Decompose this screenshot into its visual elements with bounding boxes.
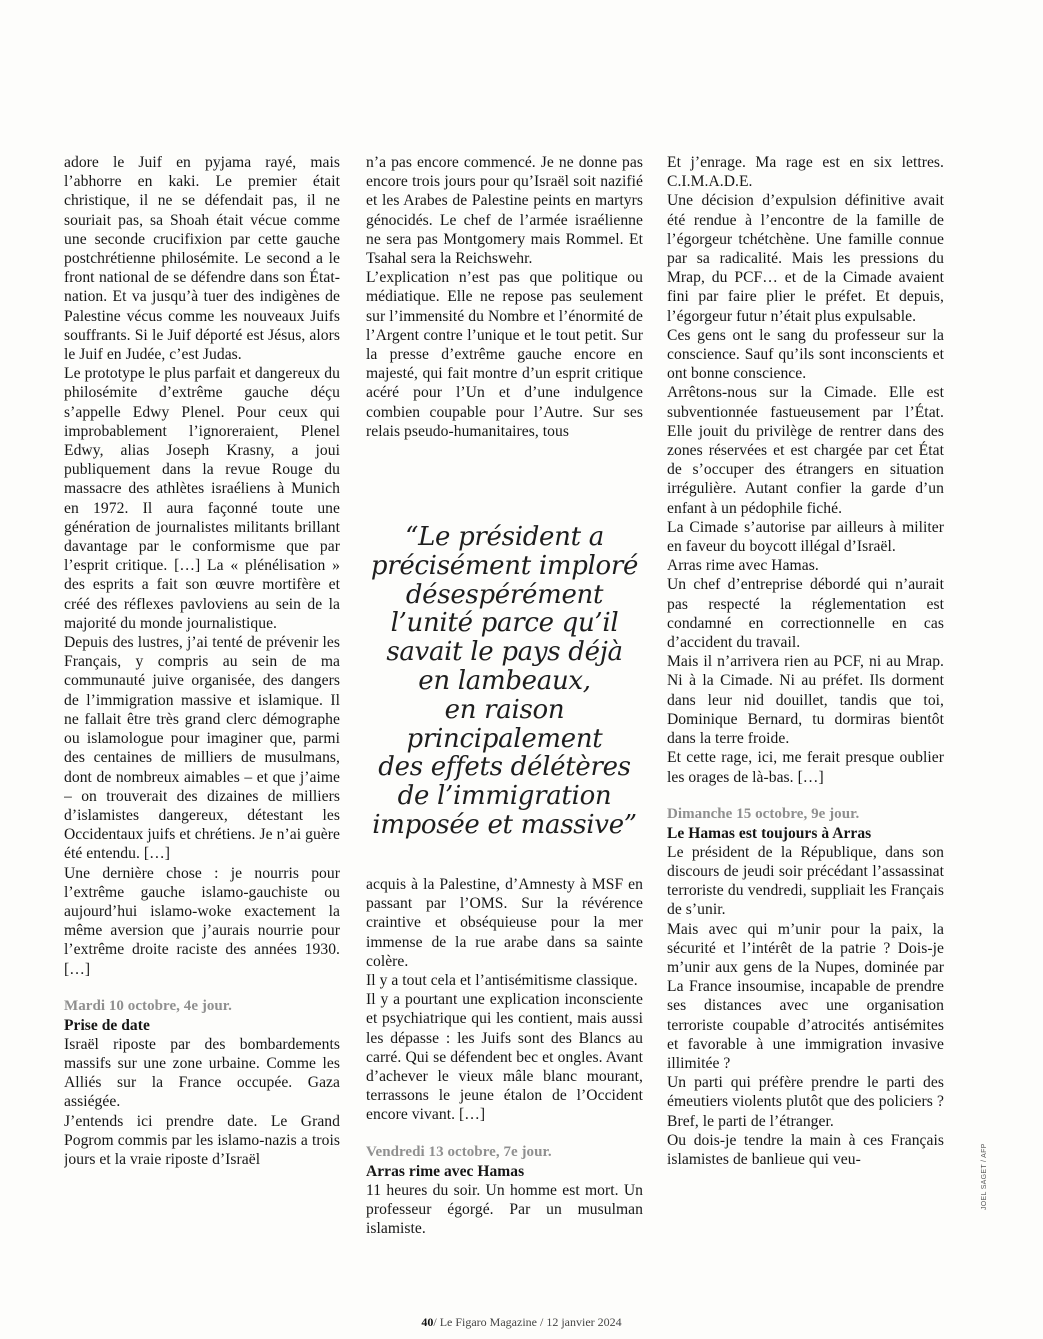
paragraph: Arrêtons-nous sur la Cimade. Elle est subventionnée fastueusement par l’État. Elle jouit du privilège de rentrer dans des zones réservées et est chargée par cet État de s’occuper des étrangers en situation irrégulière. Autant confier la garde d’un enfant à un pédophile fiché. <box>667 384 944 517</box>
section-date: Vendredi 13 octobre, 7e jour. <box>366 1143 552 1160</box>
paragraph: L’explication n’est pas que politique ou médiatique. Elle ne repose pas seulement sur l’immensité du Nombre et l’énormité de l’Argent contre l’unique et le tout petit. Sur la presse d’extrême gauche encore en majesté, qui fait montre d’un esprit critique acéré pour l’Un et d’une indulgence combien coupable pour l’Autre. Sur ses relais pseudo-humanitaires, tous <box>366 269 643 440</box>
paragraph: La Cimade s’autorise par ailleurs à militer en faveur du boycott illégal d’Israël. <box>667 518 944 556</box>
page-footer <box>0 1315 1043 1330</box>
paragraph: Le président de la République, dans son discours de jeudi soir précédant l’assassinat terroriste du vendredi, suppliait les Français de s’unir. <box>667 843 944 919</box>
photo-credit: JOEL SAGET / AFP <box>981 1143 988 1210</box>
paragraph: Une décision d’expulsion définitive avait été rendue à l’encontre de la famille de l’égorgeur tchétchène. Une famille connue par sa radicalité. Mais les pressions du Mrap, du PCF… et de la Cimade avaient fini par faire plier le préfet. Et depuis, l’égorgeur futur n’était plus expulsable. <box>667 192 944 325</box>
paragraph: Il y a tout cela et l’antisémitisme classique. <box>366 972 638 990</box>
paragraph: n’a pas encore commencé. Je ne donne pas encore trois jours pour qu’Israël soit nazifié et les Arabes de Palestine peints en martyrs génocidés. Le chef de l’armée israélienne ne sera pas Montgomery mais Rommel. Et Tsahal sera la Reichswehr. <box>366 154 643 268</box>
pull-quote-line: en lambeaux, <box>418 665 591 696</box>
paragraph: Il y a pourtant une explication inconsciente et psychiatrique qui les contient, mais aussi les dépasse : les Juifs sont des Blancs au carré. Qui se défendent bec et ongles. Avant d’achever le vieux mâle blanc mourant, terrassons le jeune étalon de l’Occident encore vivant. […] <box>366 991 643 1124</box>
paragraph: Israël riposte par des bombardements massifs sur une zone urbaine. Comme les Alliés sur la France occupée. Gaza assiégée. <box>64 1035 340 1111</box>
pull-quote-line: “Le président a <box>405 522 604 552</box>
paragraph: 11 heures du soir. Un homme est mort. Un professeur égorgé. Par un musulman islamiste. <box>366 1181 643 1238</box>
text-column-1 <box>64 153 340 1293</box>
footer-publication: / Le Figaro Magazine / 12 janvier 2024 <box>433 1315 622 1329</box>
paragraph: Un chef d’entreprise débordé qui n’aurait pas respecté la réglementation est condamné en correctionnelle en cas d’accident du travail. <box>667 576 944 652</box>
paragraph: Mais avec qui m’unir pour la paix, la sécurité et l’intérêt de la patrie ? Dois-je m’unir aux gens de la Nupes, dominée par La France insoumise, incapable de prendre ses distances avec une organisation terroriste coupable d’atrocités antisémites et favorable à une immigration invasive illimitée ? <box>667 920 944 1072</box>
pull-quote-line: en raison <box>444 694 565 725</box>
pull-quote-line: de l’immigration <box>397 781 612 812</box>
page-number: 40 <box>421 1315 434 1329</box>
paragraph: Ou dois-je tendre la main à ces Français islamistes de banlieue qui veu- <box>667 1131 944 1168</box>
paragraph: Mais il n’arrivera rien au PCF, ni au Mrap. Ni à la Cimade. Ni au préfet. Ils dorment dans leur nid douillet, tandis que toi, Dominique Bernard, tu dormiras bientôt dans la terre froide. <box>667 653 944 748</box>
paragraph: J’entends ici prendre date. Le Grand Pogrom commis par les islamo-nazis a trois jours et la vraie riposte d’Israël <box>64 1112 340 1168</box>
pull-quote-line: désespérément <box>405 579 604 610</box>
text-column-3 <box>667 153 944 1283</box>
paragraph: acquis à la Palestine, d’Amnesty à MSF en passant par l’OMS. Sur la révérence craintive et obséquieuse pour la mer immense de la rue arabe dans sa sainte colère. <box>366 876 643 970</box>
pull-quote-line: principalement <box>406 723 603 754</box>
paragraph: Arras rime avec Hamas. <box>667 557 819 575</box>
paragraph: Un parti qui préfère prendre le parti des émeutiers violents plutôt que des policiers ? Bref, le parti de l’étranger. <box>667 1074 944 1130</box>
paragraph: Le prototype le plus parfait et dangereux du philosémite d’extrême gauche déçu s’appelle Edwy Plenel. Pour ceux qui improbablement l’ignoreraient, Plenel Edwy, alias Joseph Krasny, a joui publiquement dans la revue Rouge du massacre des athlètes israéliens à Munich en 1972. Il aura façonné toute une génération de journalistes militants brillant davantage par le conformisme que par l’esprit critique. […] La « plénélisation » des esprits a fait son œuvre mortifère et créé des réflexes pavloviens au sein de la majorité du monde journalistique. <box>64 365 340 632</box>
paragraph: Une dernière chose : je nourris pour l’extrême gauche islamo-gauchiste ou aujourd’hui islamo-woke exactement la même aversion que j’aurais nourrie pour l’extrême droite raciste des années 1930. […] <box>64 864 340 978</box>
section-title: Arras rime avec Hamas <box>366 1162 525 1180</box>
text-column-2-bottom <box>366 875 643 1285</box>
section-date: Mardi 10 octobre, 4e jour. <box>64 997 232 1014</box>
pull-quote-line: précisément imploré <box>370 550 639 581</box>
text-column-2-top <box>366 153 643 493</box>
paragraph: adore le Juif en pyjama rayé, mais l’abhorre en kaki. Le premier était christique, il ne se défendait pas, il ne souriait pas, sa Shoah était vécue comme une seconde crucifixion par cette gauche postchrétienne philosémite. Le second a le front national de se défendre dans son État-nation. Et va jusqu’à tuer des indigènes de Palestine vécus comme les nouveaux Juifs souffrants. Si le Juif déporté est Jésus, alors le Juif en Judée, c’est Judas. <box>64 154 340 364</box>
paragraph: Depuis des lustres, j’ai tenté de prévenir les Français, y compris au sein de ma communauté juive organisée, des dangers de l’immigration massive et islamique. Il ne fallait être très grand clerc démographe ou islamologue pour imaginer que, parmi des centaines de milliers de musulmans, dont de nombreux aimables – et que j’aime – on trouverait des dizaines de milliers d’islamistes dangereux, détestant les Occidentaux juifs et chrétiens. Je n’ai guère été entendu. […] <box>64 634 340 863</box>
paragraph: Et j’enrage. Ma rage est en six lettres. C.I.M.A.D.E. <box>667 154 944 191</box>
paragraph: Ces gens ont le sang du professeur sur la conscience. Sauf qu’ils sont inconscients et ont bonne conscience. <box>667 326 944 383</box>
pull-quote-line: des effets délétères <box>378 752 631 783</box>
pull-quote-line: imposée et massive” <box>372 809 637 840</box>
pull-quote-line: savait le pays déjà <box>386 637 623 668</box>
section-title: Prise de date <box>64 1016 150 1034</box>
pull-quote <box>366 523 643 843</box>
paragraph: Et cette rage, ici, me ferait presque oublier les orages de là-bas. […] <box>667 749 944 786</box>
section-date: Dimanche 15 octobre, 9e jour. <box>667 805 860 822</box>
section-title: Le Hamas est toujours à Arras <box>667 824 872 842</box>
pull-quote-line: l’unité parce qu’il <box>390 608 619 639</box>
